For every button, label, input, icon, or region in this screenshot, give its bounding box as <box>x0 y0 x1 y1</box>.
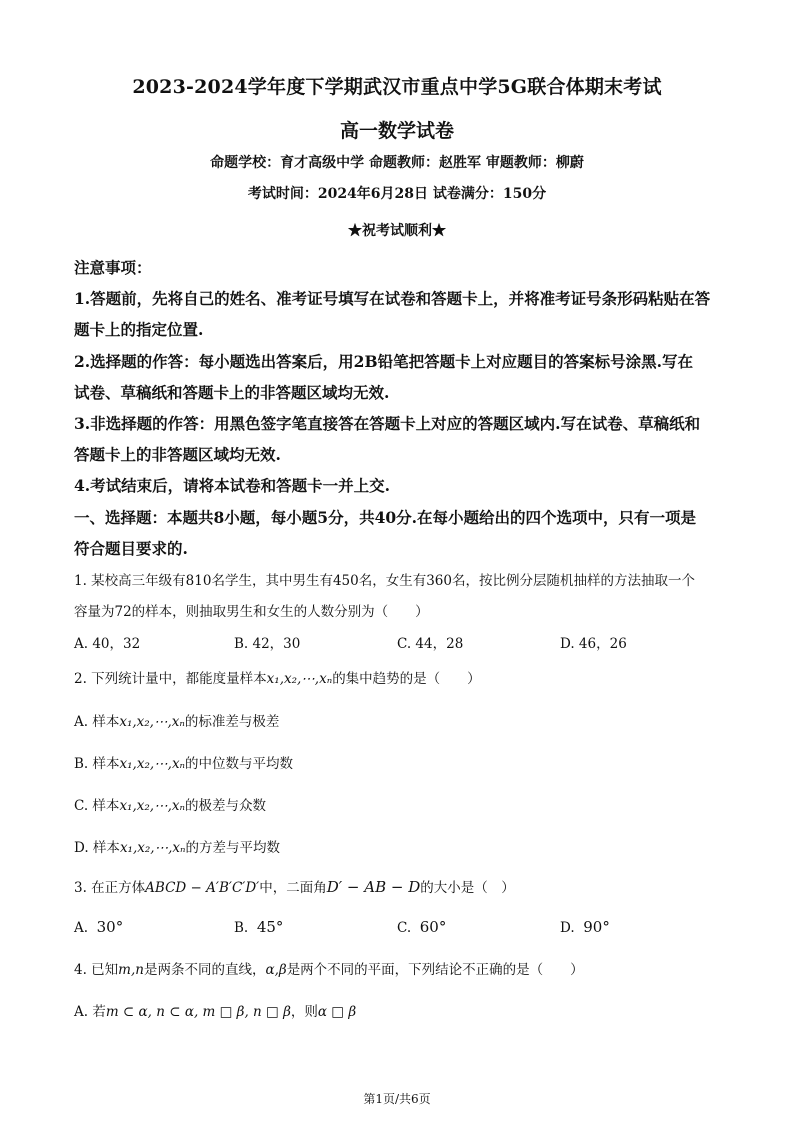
q2-option-b-sequence: x₁,x₂,⋯,xₙ <box>119 756 186 772</box>
q3-option-a <box>74 918 123 936</box>
q3-option-b-label: B. <box>234 920 249 936</box>
q2-option-d <box>74 836 280 856</box>
notice-item-2-line1: 2.选择题的作答：每小题选出答案后，用2B铅笔把答题卡上对应题目的答案标号涂黑.写在 <box>74 352 693 371</box>
q4-stem-suffix: 是两个不同的平面，下列结论不正确的是（ ） <box>286 962 584 978</box>
q3-option-c-label: C. <box>397 920 412 936</box>
q3-option-b-value: 45° <box>256 918 284 936</box>
section1-heading-line1: 一、选择题：本题共8小题，每小题5分，共40分.在每小题给出的四个选项中，只有一项是 <box>74 508 697 527</box>
notice-item-4-line1: 4.考试结束后，请将本试卷和答题卡一并上交. <box>74 476 391 495</box>
q2-stem <box>74 667 481 687</box>
q3-option-a-label: A. <box>74 920 89 936</box>
q3-dihedral-angle: D′ − AB − D <box>326 878 421 896</box>
q3-stem <box>74 876 515 896</box>
q4-stem-middle: 是两条不同的直线， <box>143 962 266 978</box>
q3-option-c <box>397 918 446 936</box>
exam-subtitle: 高一数学试卷 <box>339 120 454 142</box>
q4-stem <box>74 958 584 978</box>
q3-option-d <box>560 918 610 936</box>
q2-option-a <box>74 710 279 730</box>
q2-option-c <box>74 794 266 814</box>
q3-option-a-value: 30° <box>96 918 124 936</box>
q3-cube-notation: ABCD − A′B′C′D′ <box>145 880 260 896</box>
q2-option-d-suffix: 的方差与平均数 <box>185 840 280 856</box>
exam-title: 2023-2024学年度下学期武汉市重点中学5G联合体期末考试 <box>132 76 662 98</box>
q2-option-b <box>74 752 293 772</box>
notice-item-1-line2: 题卡上的指定位置. <box>74 320 204 339</box>
notice-item-1-line1: 1.答题前，先将自己的姓名、准考证号填写在试卷和答题卡上，并将准考证号条形码粘贴在答 <box>74 289 711 308</box>
q2-option-b-prefix: B. 样本 <box>74 756 120 772</box>
q4-planes-notation: α,β <box>265 962 287 978</box>
q4-option-a <box>74 1000 356 1020</box>
q3-option-d-label: D. <box>560 920 575 936</box>
q1-option-c: C. 44，28 <box>397 636 464 652</box>
q2-stem-suffix: 的集中趋势的是（ ） <box>332 671 481 687</box>
section1-heading-line2: 符合题目要求的. <box>74 539 188 558</box>
q4-stem-prefix: 4. 已知 <box>74 962 119 978</box>
q2-option-c-prefix: C. 样本 <box>74 798 120 814</box>
q1-option-d: D. 46，26 <box>560 636 627 652</box>
q3-stem-prefix: 3. 在正方体 <box>74 880 146 896</box>
q2-option-a-suffix: 的标准差与极差 <box>184 714 280 730</box>
q1-stem-line1: 1. 某校高三年级有810名学生，其中男生有450名，女生有360名，按比例分层随机抽样的方法抽取一个 <box>74 573 695 589</box>
q4-lines-notation: m,n <box>118 962 144 978</box>
q2-option-c-sequence: x₁,x₂,⋯,xₙ <box>119 798 185 814</box>
q3-stem-suffix: 的大小是（ ） <box>420 880 515 896</box>
q2-stem-prefix: 2. 下列统计量中，都能度量样本 <box>74 671 267 687</box>
notice-heading: 注意事项： <box>74 258 152 277</box>
q1-option-a: A. 40，32 <box>74 636 141 652</box>
q4-option-a-conclusion: α □ β <box>317 1004 357 1020</box>
q3-option-d-value: 90° <box>583 918 610 936</box>
notice-item-3-line2: 答题卡上的非答题区域均无效. <box>74 445 281 464</box>
q3-option-b <box>234 918 283 936</box>
q2-option-b-suffix: 的中位数与平均数 <box>185 756 294 772</box>
q2-sample-sequence: x₁,x₂,⋯,xₙ <box>266 671 333 687</box>
q3-stem-middle: 中，二面角 <box>259 880 327 896</box>
page-number: 第1页/共6页 <box>363 1092 431 1106</box>
q2-option-d-sequence: x₁,x₂,⋯,xₙ <box>119 840 186 856</box>
q2-option-a-prefix: A. 样本 <box>74 714 120 730</box>
exam-info: 考试时间：2024年6月28日 试卷满分：150分 <box>247 186 547 202</box>
q1-stem-line2: 容量为72的样本，则抽取男生和女生的人数分别为（ ） <box>74 604 429 620</box>
notice-item-2-line2: 试卷、草稿纸和答题卡上的非答题区域均无效. <box>74 383 390 402</box>
q1-option-b: B. 42，30 <box>234 636 301 652</box>
q2-option-c-suffix: 的极差与众数 <box>184 798 266 814</box>
q4-option-a-middle: ，则 <box>290 1004 318 1020</box>
q2-option-d-prefix: D. 样本 <box>74 840 120 856</box>
q4-option-a-prefix: A. 若 <box>74 1004 106 1020</box>
q2-option-a-sequence: x₁,x₂,⋯,xₙ <box>119 714 185 730</box>
exam-authors: 命题学校：育才高级中学 命题教师：赵胜军 审题教师：柳蔚 <box>210 155 584 171</box>
exam-wish: ★祝考试顺利★ <box>348 223 446 239</box>
q4-option-a-condition: m ⊂ α, n ⊂ α, m □ β, n □ β <box>105 1004 291 1020</box>
q3-option-c-value: 60° <box>419 918 447 936</box>
notice-item-3-line1: 3.非选择题的作答：用黑色签字笔直接答在答题卡上对应的答题区域内.写在试卷、草稿纸和 <box>74 414 701 433</box>
